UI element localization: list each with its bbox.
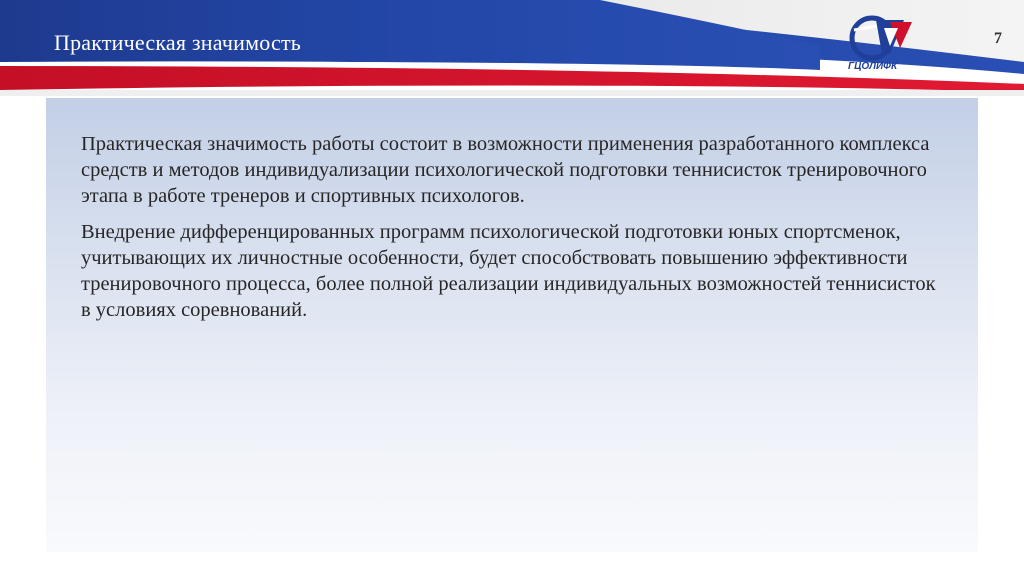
slide-number: 7 [994, 30, 1002, 47]
svg-text:ГЦОЛИФК: ГЦОЛИФК [848, 61, 898, 72]
slide-title: Практическая значимость [54, 30, 301, 55]
gcolifk-logo [846, 14, 916, 72]
paragraph-practical-significance: Практическая значимость работы состоит в возможности применения разработанного комплекса средств и методов индивидуализации психологической подготовки теннисисток тренировочного этапа в работе тренеров и спортивных психологов. [81, 133, 930, 207]
paragraph-implementation: Внедрение дифференцированных программ психологической подготовки юных спортсменок, учитывающих их личностные особенности, будет способствовать повышению эффективности тренировочного процесса, более полной реализации индивидуальных возможностей теннисисток в условиях соревнований. [81, 221, 936, 321]
body-text [81, 131, 941, 333]
